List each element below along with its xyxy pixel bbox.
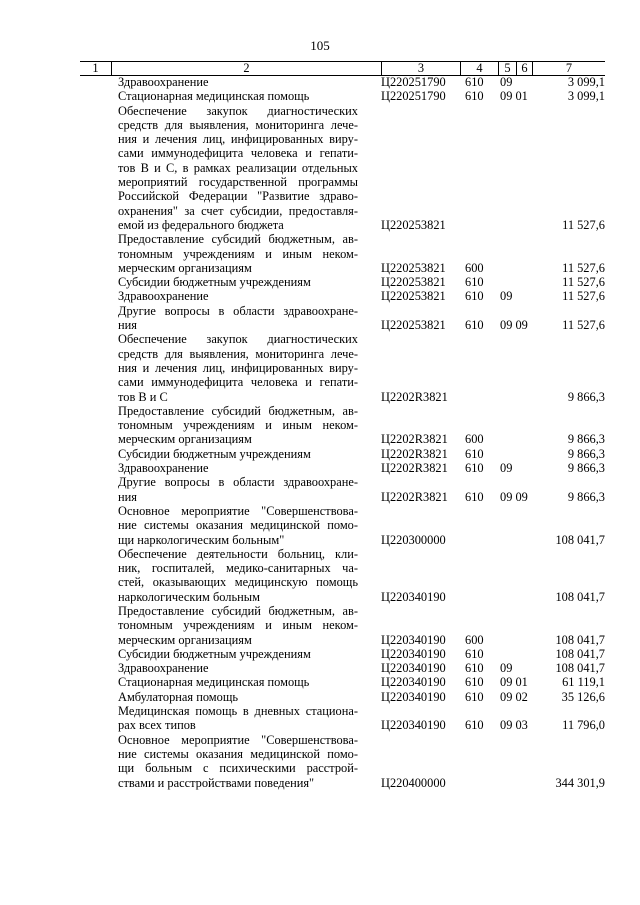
row-name-line: Здравоохранение <box>118 75 209 89</box>
row-name-line: сами иммунодефицита человека и гепати- <box>118 146 358 161</box>
row-amount: 108 041,7 <box>555 646 605 661</box>
header-col-7: 7 <box>532 62 605 75</box>
header-col-6: 6 <box>516 62 532 75</box>
row-code: Ц220253821 <box>381 217 446 232</box>
header-col-5: 5 <box>498 62 516 75</box>
header-col-3: 3 <box>381 62 460 75</box>
row-name-line: щи наркологическим больным" <box>118 532 285 547</box>
row-name-line: средств для выявления, мониторинга лече- <box>118 117 358 132</box>
row-code: Ц2202R3821 <box>381 446 448 461</box>
row-section: 09 09 <box>500 489 528 504</box>
row-name-line: наркологическим больным <box>118 589 260 604</box>
row-code: Ц220340190 <box>381 589 446 604</box>
row-name-line: мероприятий государственной программы <box>118 175 358 190</box>
row-name-line: мерческим организациям <box>118 260 252 275</box>
table-row <box>0 275 640 289</box>
row-name-line: Медицинская помощь в дневных стациона- <box>118 704 358 719</box>
table-row <box>0 604 640 647</box>
row-expense-type: 600 <box>465 632 484 647</box>
row-expense-type: 610 <box>465 446 484 461</box>
row-name-line: ствами и расстройствами поведения" <box>118 775 315 790</box>
table-row <box>0 289 640 303</box>
row-expense-type: 610 <box>465 489 484 504</box>
row-name-line: Предоставление субсидий бюджетным, ав- <box>118 603 358 618</box>
row-expense-type: 610 <box>465 289 484 304</box>
row-amount: 108 041,7 <box>555 632 605 647</box>
table-row <box>0 75 640 89</box>
row-amount: 61 119,1 <box>562 675 605 690</box>
row-name-line: охранения" за счет субсидии, предоставля- <box>118 203 358 218</box>
row-expense-type: 610 <box>465 461 484 476</box>
table-row <box>0 661 640 675</box>
table-row <box>0 504 640 547</box>
row-amount: 11 527,6 <box>562 260 605 275</box>
table-row <box>0 733 640 790</box>
row-name-line: Российской Федерации "Развитие здраво- <box>118 189 358 204</box>
row-name-line: средств для выявления, мониторинга лече- <box>118 346 358 361</box>
row-code: Ц220253821 <box>381 275 446 290</box>
row-expense-type: 600 <box>465 432 484 447</box>
row-name-line: Амбулаторная помощь <box>118 689 239 704</box>
row-name-line: тономным учреждениям и иным неком- <box>118 418 358 433</box>
row-name-line: ния <box>118 318 137 333</box>
row-code: Ц2202R3821 <box>381 489 448 504</box>
table-row <box>0 104 640 233</box>
row-name-line: тономным учреждениям и иным неком- <box>118 618 358 633</box>
row-expense-type: 610 <box>465 275 484 290</box>
row-section: 09 <box>500 461 513 476</box>
row-section: 09 03 <box>500 718 528 733</box>
page-number: 105 <box>310 38 330 53</box>
row-expense-type: 610 <box>465 661 484 676</box>
row-expense-type: 610 <box>465 75 484 89</box>
table-row <box>0 675 640 689</box>
row-name-line: Предоставление субсидий бюджетным, ав- <box>118 232 358 247</box>
table-row <box>0 447 640 461</box>
row-name-line: ник, госпиталей, медико-санитарных ча- <box>118 561 358 576</box>
row-amount: 11 527,6 <box>562 289 605 304</box>
row-section: 09 01 <box>500 89 528 104</box>
row-name-line: Субсидии бюджетным учреждениям <box>118 646 311 661</box>
row-name-line: Здравоохранение <box>118 289 209 304</box>
table-row <box>0 704 640 733</box>
row-amount: 11 527,6 <box>562 275 605 290</box>
row-name-line: мерческим организациям <box>118 632 252 647</box>
row-section: 09 <box>500 289 513 304</box>
row-code: Ц220253821 <box>381 318 446 333</box>
row-name-line: тов В и С <box>118 389 168 404</box>
row-name-line: сами иммунодефицита человека и гепати- <box>118 375 358 390</box>
row-name-line: Здравоохранение <box>118 661 209 676</box>
row-section: 09 <box>500 75 513 89</box>
row-amount: 9 866,3 <box>567 389 605 404</box>
row-name-line: мерческим организациям <box>118 432 252 447</box>
row-code: Ц220340190 <box>381 661 446 676</box>
row-name-line: тов В и С, в рамках реализации отдельных <box>118 160 358 175</box>
row-amount: 108 041,7 <box>555 532 605 547</box>
row-name-line: ние системы оказания медицинской помо- <box>118 518 358 533</box>
row-name-line: ния и лечения лиц, инфицированных виру- <box>118 360 358 375</box>
table-body <box>0 75 640 790</box>
row-amount: 9 866,3 <box>567 489 605 504</box>
row-name-line: тономным учреждениям и иным неком- <box>118 246 358 261</box>
row-name-line: щи больным с психическими расстрой- <box>118 761 358 776</box>
row-section: 09 02 <box>500 689 528 704</box>
row-expense-type: 610 <box>465 646 484 661</box>
row-section: 09 <box>500 661 513 676</box>
row-amount: 11 796,0 <box>562 718 605 733</box>
row-name-line: Стационарная медицинская помощь <box>118 675 310 690</box>
row-code: Ц220251790 <box>381 75 446 89</box>
row-code: Ц220340190 <box>381 675 446 690</box>
row-name-line: Основное мероприятие "Совершенствова- <box>118 503 358 518</box>
row-code: Ц220340190 <box>381 646 446 661</box>
row-code: Ц220253821 <box>381 289 446 304</box>
row-code: Ц220253821 <box>381 260 446 275</box>
table-row <box>0 332 640 403</box>
row-expense-type: 600 <box>465 260 484 275</box>
table-header <box>80 61 605 76</box>
row-code: Ц2202R3821 <box>381 389 448 404</box>
row-amount: 108 041,7 <box>555 589 605 604</box>
row-code: Ц220340190 <box>381 718 446 733</box>
row-amount: 35 126,6 <box>561 689 605 704</box>
header-col-1: 1 <box>92 61 99 75</box>
row-name-line: Обеспечение деятельности больниц, кли- <box>118 546 358 561</box>
table-row <box>0 547 640 604</box>
table-row <box>0 404 640 447</box>
row-name-line: ние системы оказания медицинской помо- <box>118 746 358 761</box>
table-row <box>0 475 640 504</box>
row-amount: 344 301,9 <box>555 775 605 790</box>
row-name-line: Другие вопросы в области здравоохране- <box>118 475 358 490</box>
row-name-line: Субсидии бюджетным учреждениям <box>118 446 311 461</box>
row-code: Ц2202R3821 <box>381 432 448 447</box>
row-name-line: Здравоохранение <box>118 461 209 476</box>
table-row <box>0 304 640 333</box>
row-name-line: емой из федерального бюджета <box>118 217 284 232</box>
row-expense-type: 610 <box>465 318 484 333</box>
row-expense-type: 610 <box>465 675 484 690</box>
table-row <box>0 232 640 275</box>
row-amount: 9 866,3 <box>567 461 605 476</box>
header-col-4: 4 <box>460 62 498 75</box>
row-amount: 9 866,3 <box>567 446 605 461</box>
table-row <box>0 461 640 475</box>
row-code: Ц220251790 <box>381 89 446 104</box>
row-name-line: ния и лечения лиц, инфицированных виру- <box>118 132 358 147</box>
row-name-line: Обеспечение закупок диагностических <box>118 103 358 118</box>
row-section: 09 01 <box>500 675 528 690</box>
row-code: Ц220340190 <box>381 632 446 647</box>
row-amount: 3 099,1 <box>567 89 605 104</box>
row-code: Ц2202R3821 <box>381 461 448 476</box>
row-name-line: Стационарная медицинская помощь <box>118 89 310 104</box>
row-amount: 108 041,7 <box>555 661 605 676</box>
row-amount: 11 527,6 <box>562 318 605 333</box>
row-expense-type: 610 <box>465 689 484 704</box>
row-name-line: ния <box>118 489 137 504</box>
row-name-line: стей, оказывающих медицинскую помощь <box>118 575 358 590</box>
row-amount: 3 099,1 <box>567 75 605 89</box>
row-name-line: Субсидии бюджетным учреждениям <box>118 275 311 290</box>
row-amount: 9 866,3 <box>567 432 605 447</box>
row-name-line: Обеспечение закупок диагностических <box>118 332 358 347</box>
table-row <box>0 690 640 704</box>
table-row <box>0 647 640 661</box>
table-row <box>0 89 640 103</box>
row-amount: 11 527,6 <box>562 217 605 232</box>
row-expense-type: 610 <box>465 718 484 733</box>
row-code: Ц220400000 <box>381 775 446 790</box>
row-code: Ц220340190 <box>381 689 446 704</box>
row-expense-type: 610 <box>465 89 484 104</box>
row-name-line: рах всех типов <box>118 718 196 733</box>
row-name-line: Предоставление субсидий бюджетным, ав- <box>118 403 358 418</box>
row-name-line: Другие вопросы в области здравоохране- <box>118 303 358 318</box>
header-col-2: 2 <box>111 62 381 75</box>
row-code: Ц220300000 <box>381 532 446 547</box>
row-name-line: Основное мероприятие "Совершенствова- <box>118 732 358 747</box>
row-name <box>118 104 358 233</box>
row-section: 09 09 <box>500 318 528 333</box>
